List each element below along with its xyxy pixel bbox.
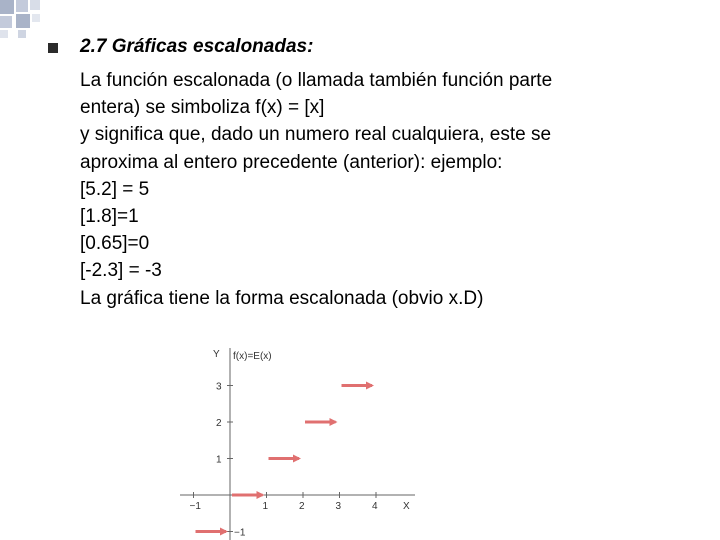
- x-tick-label: 3: [335, 501, 342, 512]
- body-line: aproxima al entero precedente (anterior): ejemplo:: [80, 151, 503, 173]
- slide-body: [80, 67, 700, 312]
- y-tick-label: 2: [216, 418, 222, 429]
- body-line: [1.8]=1: [80, 206, 139, 228]
- x-tick-label: −1: [189, 501, 201, 512]
- bullet-icon: [48, 43, 58, 53]
- body-line: La función escalonada (o llamada también función parte: [80, 70, 553, 91]
- x-tick-label: 1: [262, 501, 269, 512]
- x-tick-label: 2: [299, 501, 305, 512]
- corner-decoration: [0, 0, 60, 40]
- body-line: y significa que, dado un numero real cualquiera, este se: [80, 124, 552, 146]
- function-label: f(x)=E(x): [233, 351, 272, 362]
- body-line: [0.65]=0: [80, 233, 150, 255]
- y-tick-label: 1: [216, 454, 222, 466]
- x-tick-label: 4: [372, 501, 378, 512]
- step-function-graph: [175, 328, 425, 540]
- body-line: [5.2] = 5: [80, 178, 150, 200]
- x-axis-label: X: [403, 501, 410, 512]
- slide-heading: 2.7 Gráficas escalonadas:: [80, 36, 314, 57]
- body-line: entera) se simboliza f(x) = [x]: [80, 97, 325, 119]
- body-line: [-2.3] = -3: [80, 260, 162, 282]
- y-axis-label: Y: [213, 349, 220, 360]
- y-tick-label: −1: [234, 527, 246, 539]
- y-tick-label: 3: [216, 381, 222, 393]
- body-line: La gráfica tiene la forma escalonada (obvio x.D): [80, 287, 484, 309]
